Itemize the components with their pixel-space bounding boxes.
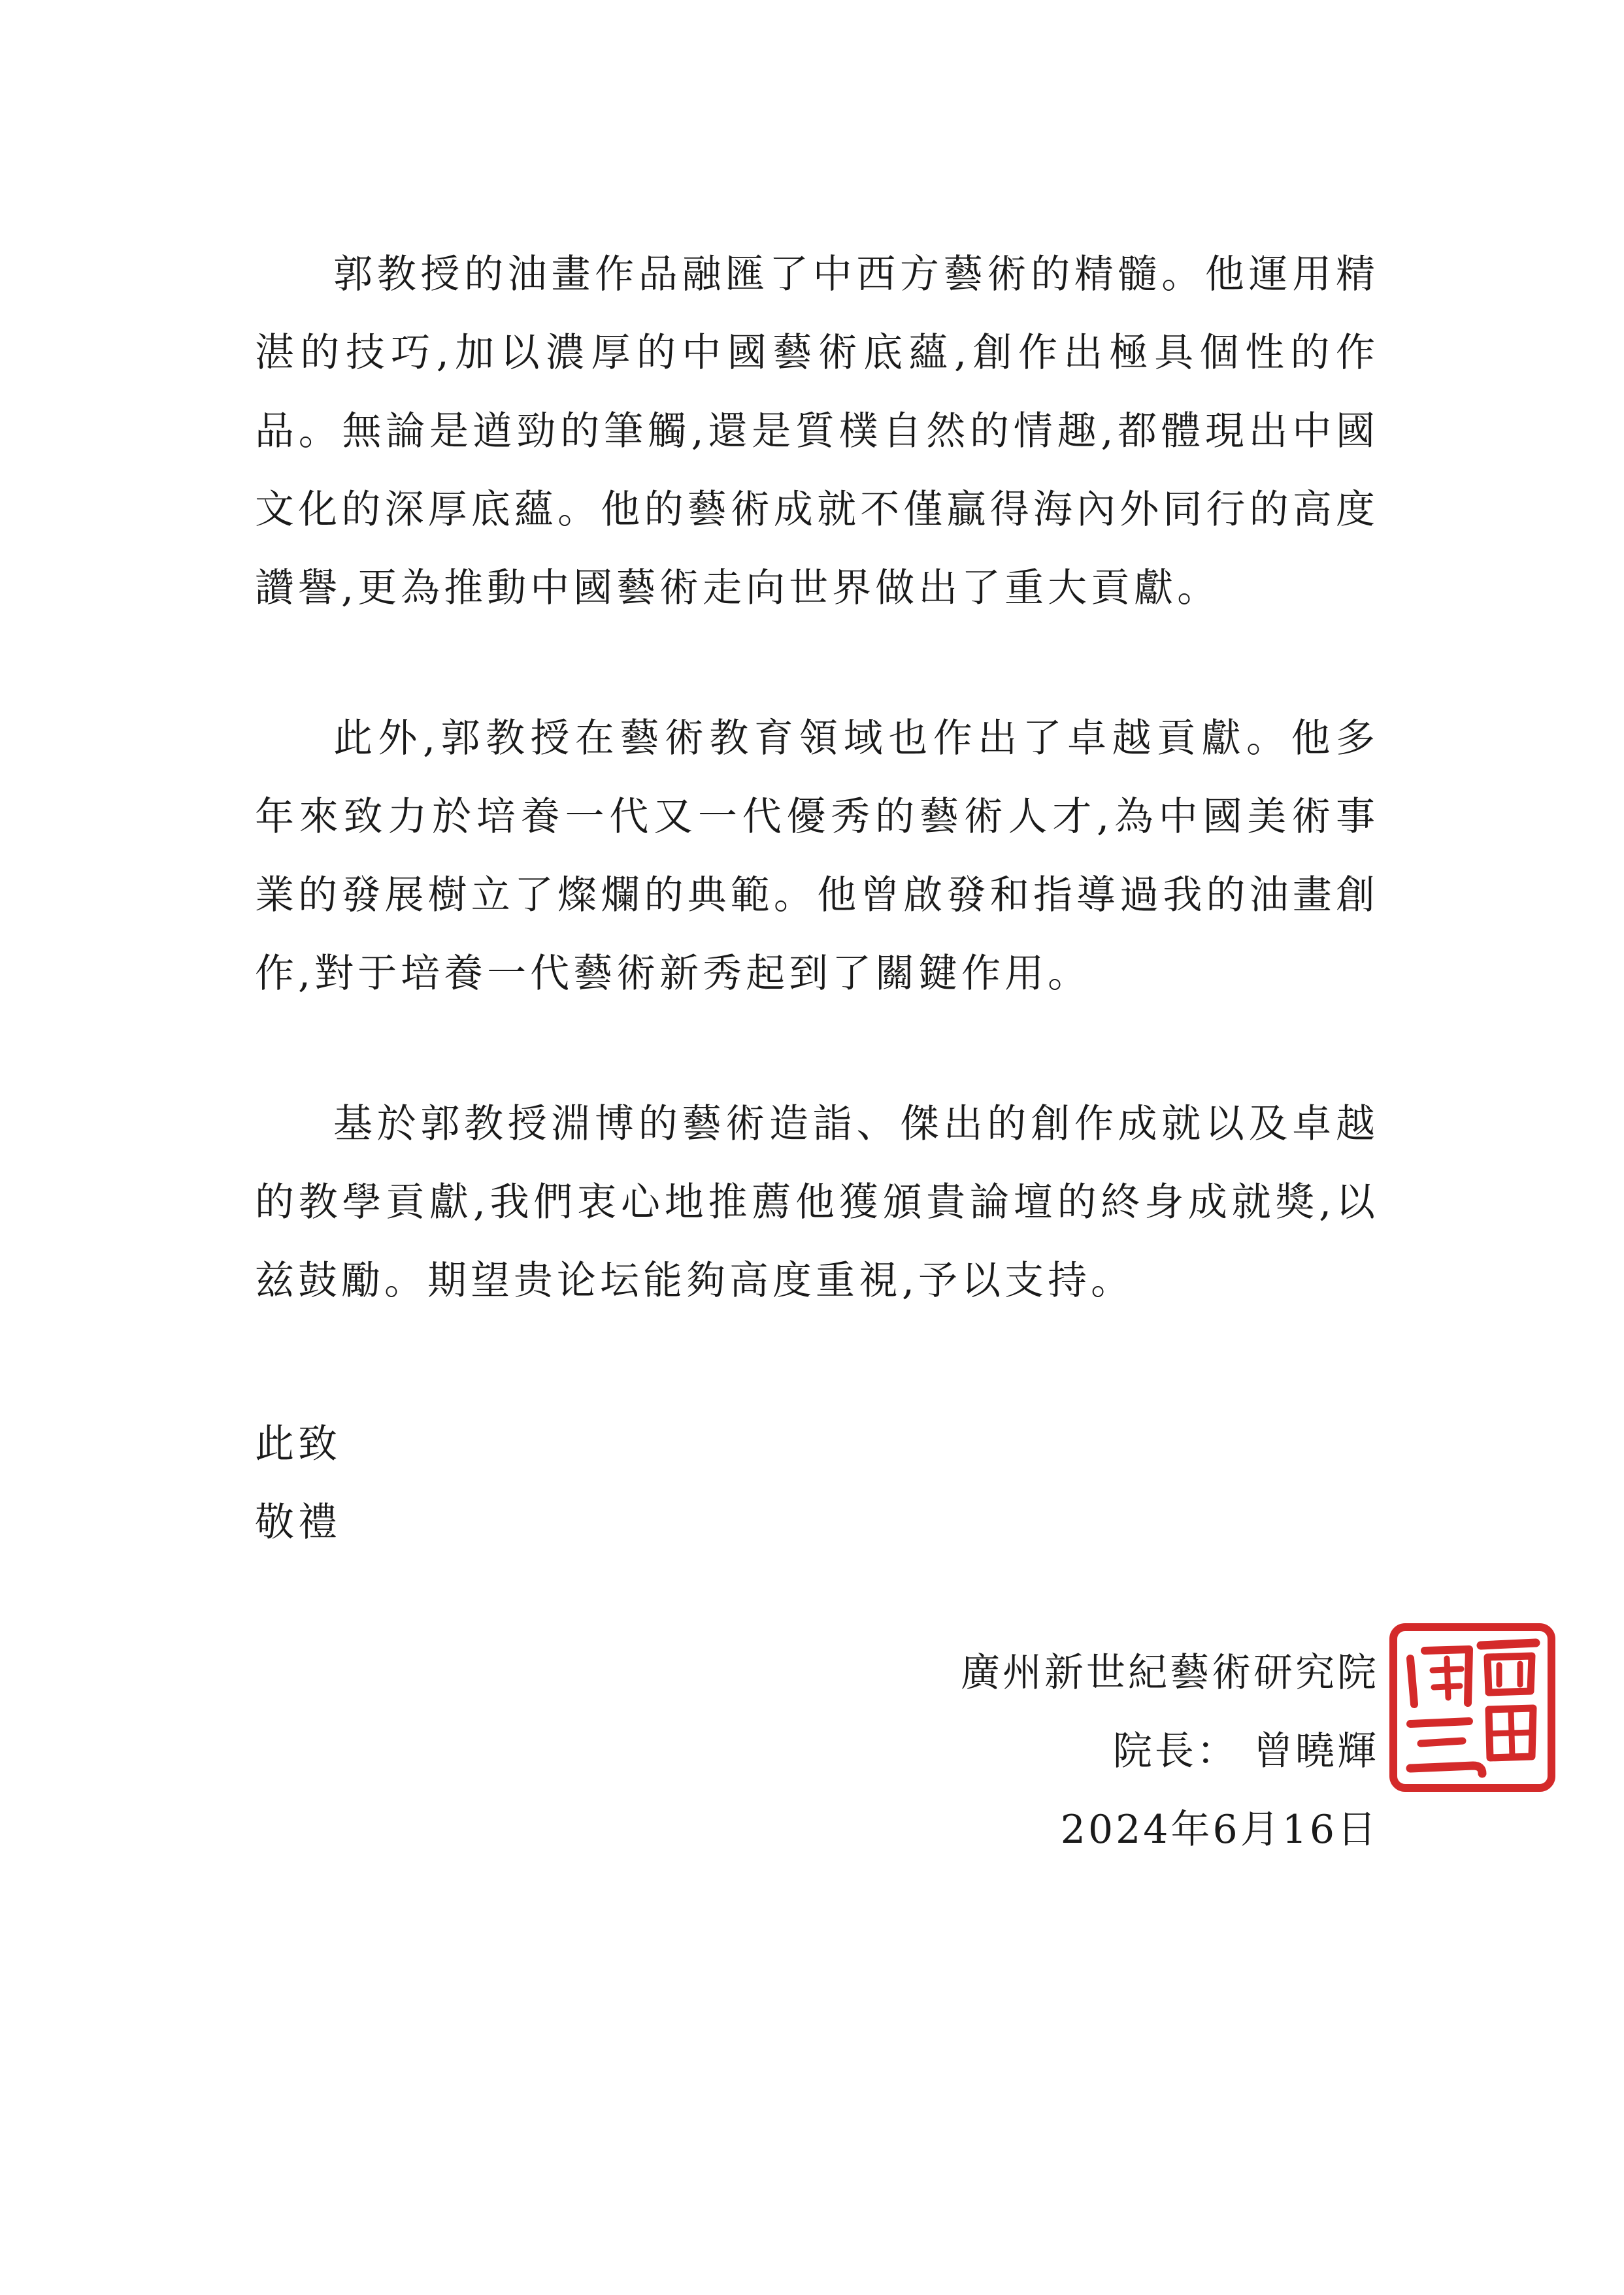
paragraph-3: 基於郭教授淵博的藝術造詣、傑出的創作成就以及卓越的教學貢獻,我們衷心地推薦他獲頒貴論壇的終身成就獎,以兹鼓勵。期望贵论坛能夠高度重視,予以支持。: [255, 1101, 1379, 1304]
signature-title-name: 院長： 曾曉輝: [1112, 1728, 1379, 1774]
paragraph-1: 郭教授的油畫作品融匯了中西方藝術的精髓。他運用精湛的技巧,加以濃厚的中國藝術底蘊,創作出極具個性的作品。無論是遒勁的筆觸,還是質樸自然的情趣,都體現出中國文化的深厚底蘊。他的藝術成就不僅贏得海內外同行的高度讚譽,更為推動中國藝術走向世界做出了重大貢獻。: [255, 252, 1379, 611]
letter-body: [255, 235, 1379, 1392]
signature-block: [961, 1634, 1379, 1869]
closing-line-1: 此致: [255, 1421, 341, 1467]
signature-date: 2024年6月16日: [1060, 1807, 1379, 1853]
closing-salutation: [255, 1405, 341, 1562]
red-seal-stamp: [1384, 1619, 1561, 1796]
signature-organization: 廣州新世紀藝術研究院: [961, 1650, 1379, 1696]
closing-line-2: 敬禮: [255, 1500, 341, 1545]
paragraph-2: 此外,郭教授在藝術教育領域也作出了卓越貢獻。他多年來致力於培養一代又一代優秀的藝術人才,為中國美術事業的發展樹立了燦爛的典範。他曾啟發和指導過我的油畫創作,對于培養一代藝術新秀起到了關鍵作用。: [255, 716, 1379, 997]
